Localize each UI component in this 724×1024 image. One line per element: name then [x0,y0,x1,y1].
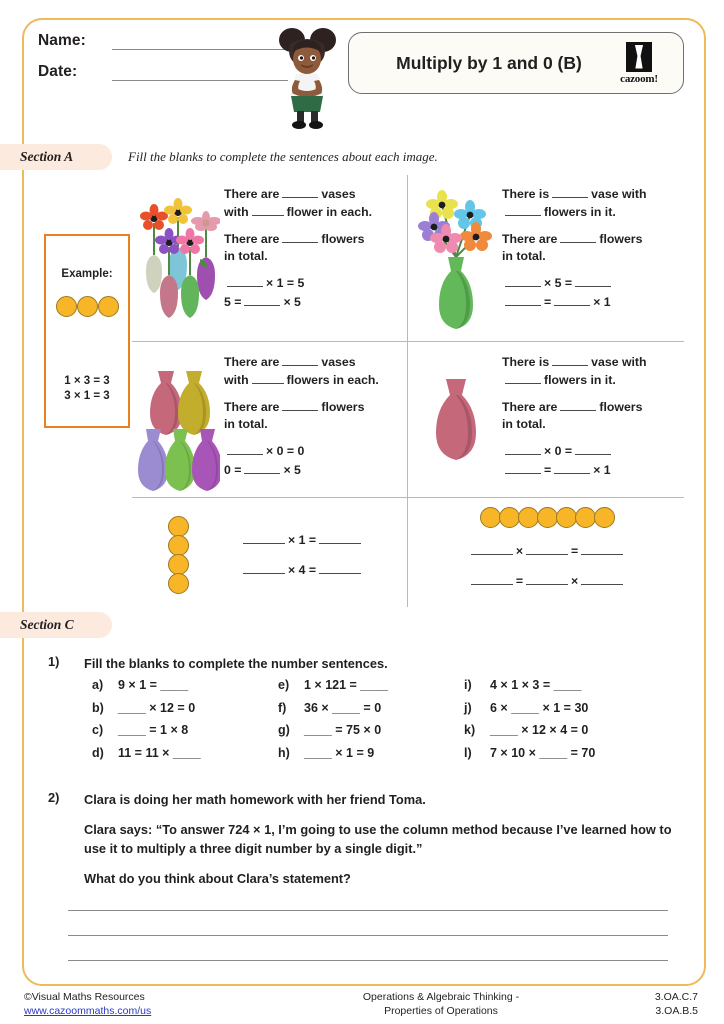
blank[interactable] [552,185,588,198]
question-1-row [48,654,388,673]
list-item[interactable] [92,678,278,692]
cell-2-sentence-2 [502,230,684,265]
cell-4-s1a: There is [502,355,550,369]
cell-3-s1a: There are [224,355,280,369]
cell-3-e1: × 0 = 0 [266,444,305,458]
row3-right-e2-eq: = [515,574,523,588]
list-item[interactable] [464,678,650,692]
cell-2-s2a: There are [502,232,558,246]
circles-row [410,507,684,528]
cazoom-logo-text: cazoom! [620,72,658,85]
section-a-row3-right [410,505,684,596]
blank[interactable] [560,230,596,243]
blank[interactable] [252,203,284,216]
five-vases-with-flowers-illustration [136,185,220,325]
cell-3-s2a: There are [224,400,280,414]
example-equation-2: 3 × 1 = 3 [64,390,110,402]
section-a-instruction: Fill the blanks to complete the sentences about each image. [128,149,438,164]
cell-4-sentence-2 [502,398,684,433]
row3-left-e1: × 1 = [288,533,317,547]
question-2-number: 2) [48,790,60,805]
item-text: 6 × ____ × 1 = 30 [490,700,589,715]
blank[interactable] [581,572,623,585]
item-text: ____ × 12 × 4 = 0 [490,723,589,737]
item-label: g) [278,723,290,737]
cell-3-e2b: × 5 [283,463,301,477]
cell-4-s2c: in total. [502,417,546,431]
blank[interactable] [252,371,284,384]
list-item[interactable] [278,701,464,715]
cell-1-s2a: There are [224,232,280,246]
cell-4-text [502,347,684,497]
cell-4-s2b: flowers [599,400,643,414]
section-a-cell-4 [410,347,684,497]
grid-divider-horizontal-1 [132,341,684,342]
cell-1-s1d: flower in each. [286,205,373,219]
blank[interactable] [526,572,568,585]
item-text: ____ × 1 = 9 [304,745,375,760]
example-equations [64,374,109,404]
cell-1-s2c: in total. [224,249,268,263]
blank[interactable] [554,461,590,474]
copyright-text: ©Visual Maths Resources [24,991,145,1003]
blank[interactable] [505,274,541,287]
footer-left [0,990,268,1018]
grid-divider-horizontal-2 [132,497,684,498]
section-a-row3-left [132,505,404,605]
blank[interactable] [471,542,513,555]
cell-2-sentence-1 [502,185,684,221]
cell-1-s1b: vases [321,187,356,201]
item-label: e) [278,678,290,692]
cell-3-s1b: vases [321,355,356,369]
standard-code-2: 3.OA.B.5 [655,1005,698,1017]
question-2-line-2: Clara says: “To answer 724 × 1, I’m going to use the column method because I’ve learned how to use it to multiply a three digit number by a single digit.” [84,822,672,856]
standard-domain-line-2: Properties of Operations [384,1005,498,1017]
counter-circle [77,296,98,317]
list-item[interactable] [92,701,278,715]
example-box [44,234,130,428]
blank[interactable] [243,531,285,544]
blank[interactable] [505,371,541,384]
section-a-cell-3 [132,347,404,497]
cell-1-sentence-1 [224,185,404,221]
items-column-3 [464,678,650,768]
item-text: 7 × 10 × ____ = 70 [490,745,596,760]
cell-1-s1a: There are [224,187,280,201]
standard-domain-line-1: Operations & Algebraic Thinking - [362,991,520,1003]
cell-3-sentence-2 [224,398,404,433]
row3-left-image [132,517,224,593]
item-label: c) [92,723,104,737]
cell-2-s2c: in total. [502,249,546,263]
cell-3-s1c: with [224,373,249,387]
cell-3-s2c: in total. [224,417,268,431]
cell-2-s1a: There is [502,187,550,201]
items-column-2 [278,678,464,768]
counter-circle [56,296,77,317]
item-text: 1 × 121 = ____ [304,678,389,692]
blank[interactable] [227,442,263,455]
list-item[interactable] [464,723,650,737]
item-text: 4 × 1 × 3 = ____ [490,678,582,692]
cell-3-s1d: flowers in each. [286,373,379,387]
list-item[interactable] [92,746,278,760]
item-label: i) [464,678,472,692]
blank[interactable] [552,353,588,366]
section-a-cell-2 [410,179,684,339]
section-a-cell-1 [132,179,404,339]
cell-2-s2b: flowers [599,232,643,246]
cell-1-sentence-2 [224,230,404,265]
date-input-line[interactable] [112,66,288,81]
list-item[interactable] [278,723,464,737]
section-c-pill: Section C [0,612,112,638]
list-item[interactable] [278,746,464,760]
cell-3-e2a: 0 = [224,463,242,477]
answer-line[interactable] [68,886,668,911]
counter-circle [480,507,501,528]
footer-middle [268,990,614,1018]
question-1-number: 1) [48,654,60,669]
items-column-1 [92,678,278,768]
answer-line[interactable] [68,936,668,961]
item-label: a) [92,678,104,692]
blank[interactable] [319,561,361,574]
blank[interactable] [505,203,541,216]
blank[interactable] [505,442,541,455]
name-label: Name: [38,32,86,49]
cell-4-s1d: flowers in it. [544,373,616,387]
counter-circle [168,535,189,556]
cell-4-image [410,347,502,497]
one-empty-pink-vase-illustration [426,353,486,483]
counter-circle [594,507,615,528]
section-a-grid [132,175,684,607]
date-label: Date: [38,63,78,80]
row3-right-e1-op: × [515,544,523,558]
blank[interactable] [243,561,285,574]
standard-code-1: 3.OA.C.7 [654,991,698,1003]
cell-2-image [410,179,502,339]
name-input-line[interactable] [112,35,288,50]
cell-1-e1: × 1 = 5 [266,276,305,290]
question-2-line-1: Clara is doing her math homework with her friend Toma. [84,792,426,807]
blank[interactable] [244,293,280,306]
blank[interactable] [227,274,263,287]
cell-1-s2b: flowers [321,232,365,246]
item-text: 36 × ____ = 0 [304,700,382,715]
cell-4-e2b: × 1 [593,463,611,477]
question-2-line-3: What do you think about Clara’s statement? [84,871,351,886]
cell-2-s1b: vase with [591,187,647,201]
list-item[interactable] [464,701,650,715]
blank[interactable] [581,542,623,555]
section-a-band [0,144,724,170]
blank[interactable] [505,461,541,474]
worksheet-title-box [348,32,684,94]
section-a-pill: Section A [0,144,112,170]
blank[interactable] [244,461,280,474]
cell-1-text [224,179,404,339]
counter-circle [499,507,520,528]
grid-divider-vertical [407,175,408,607]
row3-left-text [224,525,404,585]
item-text: 11 = 11 × ____ [118,745,201,760]
item-label: d) [92,745,104,760]
page-title: Multiply by 1 and 0 (B) [396,52,582,73]
counter-circle [518,507,539,528]
cell-4-e2a: = [544,463,552,477]
cell-2-s1d: flowers in it. [544,205,616,219]
cell-3-text [224,347,404,497]
item-text: ____ = 75 × 0 [304,723,382,737]
one-green-vase-five-flowers-illustration [418,185,494,330]
row3-right-e2-op: × [571,574,579,588]
blank[interactable] [319,531,361,544]
question-1-items [92,678,692,768]
item-text: ____ × 12 = 0 [118,700,196,715]
blank[interactable] [282,353,318,366]
item-label: h) [278,745,290,760]
cell-3-sentence-1 [224,353,404,389]
blank[interactable] [282,185,318,198]
counter-circle [98,296,119,317]
cell-1-image [132,179,224,339]
cell-2-e2b: × 1 [593,295,611,309]
item-label: f) [278,700,287,715]
name-field-row [38,32,288,50]
counter-circle [575,507,596,528]
blank[interactable] [554,293,590,306]
cell-4-s2a: There are [502,400,558,414]
five-empty-vases-illustration [136,353,220,493]
cell-1-s1c: with [224,205,249,219]
blank[interactable] [505,293,541,306]
counter-circle [537,507,558,528]
answer-lines [68,886,668,961]
list-item[interactable] [92,723,278,737]
item-label: k) [464,723,476,737]
example-label: Example: [61,268,113,280]
question-2-row [48,790,688,888]
cell-4-sentence-1 [502,353,684,389]
cell-2-e2a: = [544,295,552,309]
website-link[interactable]: www.cazoommaths.com/us [24,1005,152,1017]
item-label: b) [92,700,104,715]
counter-circle [168,516,189,537]
circles-column [168,517,189,593]
question-1-text: Fill the blanks to complete the number sentences. [84,656,388,671]
example-equation-1: 1 × 3 = 3 [64,375,110,387]
answer-line[interactable] [68,911,668,936]
blank[interactable] [526,542,568,555]
cell-2-e1: × 5 = [544,276,573,290]
item-text: ____ = 1 × 8 [118,723,189,737]
list-item[interactable] [464,746,650,760]
blank[interactable] [471,572,513,585]
cell-1-e2a: 5 = [224,295,242,309]
date-field-row [38,63,288,81]
item-label: j) [464,700,472,715]
cazoom-logo [607,42,671,85]
cell-4-e1: × 0 = [544,444,573,458]
section-c-band [0,612,724,638]
item-text: 9 × 1 = ____ [118,678,189,692]
blank[interactable] [282,230,318,243]
blank[interactable] [282,398,318,411]
blank[interactable] [575,274,611,287]
cell-2-text [502,179,684,339]
cell-3-s2b: flowers [321,400,365,414]
cell-4-s1b: vase with [591,355,647,369]
cell-1-e2b: × 5 [283,295,301,309]
student-character-illustration [268,22,346,130]
counter-circle [556,507,577,528]
blank[interactable] [560,398,596,411]
row3-right-e1-eq: = [571,544,579,558]
footer-right [614,990,724,1018]
header-fields [38,32,288,94]
blank[interactable] [575,442,611,455]
row3-left-e2: × 4 = [288,563,317,577]
counter-circle [168,554,189,575]
list-item[interactable] [278,678,464,692]
cazoom-vase-icon [626,42,652,72]
item-label: l) [464,745,472,760]
page-footer [0,990,724,1018]
cell-3-image [132,347,224,497]
example-circles [56,296,119,317]
counter-circle [168,573,189,594]
